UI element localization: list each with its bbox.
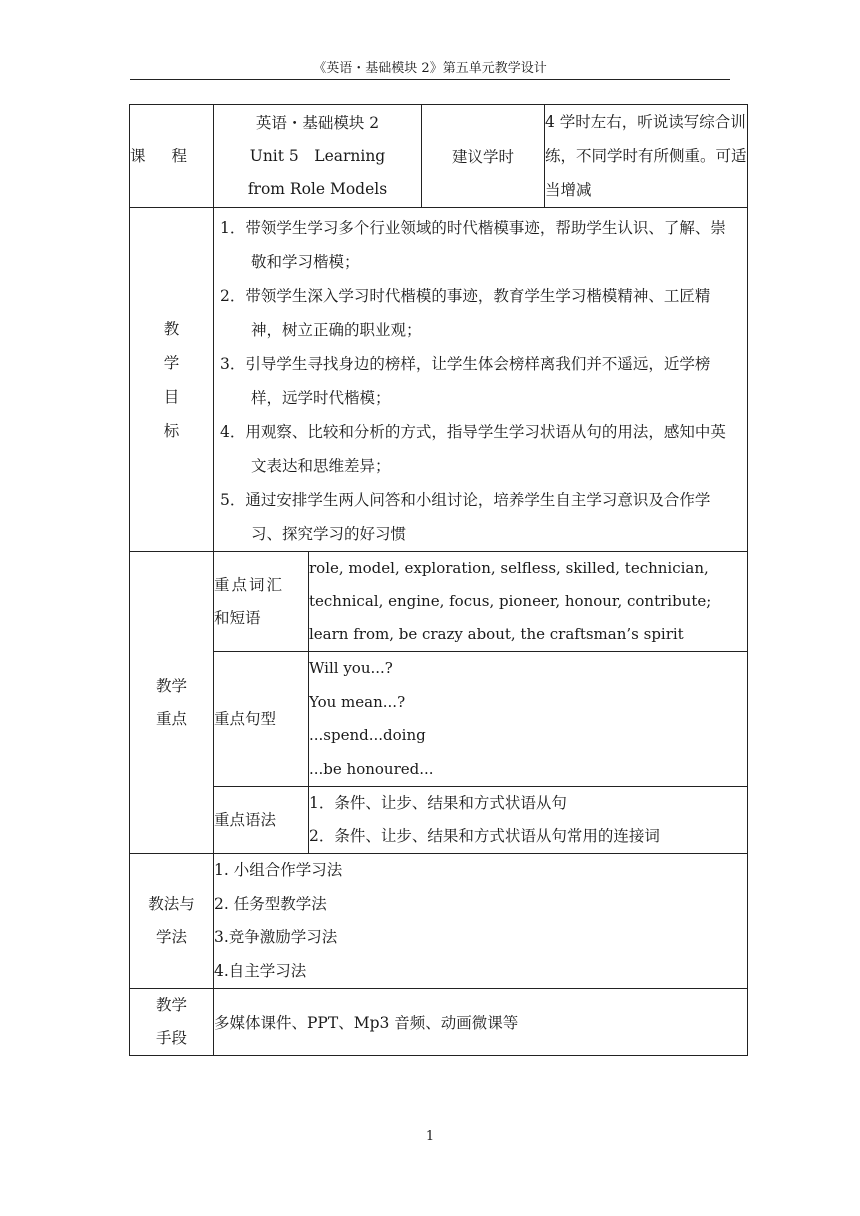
goals-row	[130, 208, 748, 552]
page-number: 1	[425, 1129, 435, 1144]
suggested-hours-label: 建议学时	[422, 105, 545, 208]
methods-label-line: 学法	[155, 928, 187, 946]
course-name-line: 英语・基础模块 2	[255, 113, 380, 132]
goal-item: 3．引导学生寻找身边的榜样，让学生体会榜样离我们并不遥远，近学榜样，远学时代楷模；	[220, 355, 711, 407]
methods-label	[130, 854, 214, 989]
pattern-item: You mean...?	[309, 692, 406, 711]
means-row	[130, 989, 748, 1056]
method-item: 1. 小组合作学习法	[214, 861, 343, 879]
key-points-label-line: 教学	[155, 676, 187, 695]
methods-list	[214, 854, 748, 989]
vocab-text: role, model, exploration, selfless, skilled, technician, technical, engine, focus, pioneer, honour, contribute; learn from, be crazy about, the craftsman’s spirit	[309, 552, 748, 652]
course-name	[214, 105, 422, 208]
vocab-row	[130, 552, 748, 652]
lesson-plan-table	[129, 104, 748, 1056]
method-item: 4.自主学习法	[214, 961, 307, 980]
goals-label-char: 目	[163, 387, 180, 406]
grammar-row	[130, 787, 748, 854]
goal-item: 4．用观察、比较和分析的方式，指导学生学习状语从句的用法，感知中英文表达和思维差异；	[220, 423, 726, 475]
pattern-item: ...spend...doing	[309, 726, 426, 744]
patterns-list	[309, 652, 748, 787]
vocab-label	[214, 552, 309, 652]
course-name-line: from Role Models	[247, 179, 388, 198]
grammar-item: 2．条件、让步、结果和方式状语从句常用的连接词	[309, 827, 660, 845]
course-name-line: Unit 5 Learning	[249, 146, 386, 165]
grammar-label: 重点语法	[214, 787, 309, 854]
means-text: 多媒体课件、PPT、Mp3 音频、动画微课等	[214, 989, 748, 1056]
pattern-item: Will you...?	[309, 659, 393, 677]
goal-item: 1．带领学生学习多个行业领域的时代楷模事迹，帮助学生认识、了解、崇敬和学习楷模；	[220, 219, 726, 271]
goal-item: 5．通过安排学生两人问答和小组讨论，培养学生自主学习意识及合作学习、探究学习的好习惯	[220, 491, 711, 543]
key-points-label	[130, 552, 214, 854]
methods-label-line: 教法与	[148, 895, 195, 913]
patterns-label: 重点句型	[214, 652, 309, 787]
vocab-label-line: 和短语	[214, 608, 261, 627]
means-label-line: 手段	[155, 1029, 187, 1047]
means-label	[130, 989, 214, 1056]
goals-label	[130, 208, 214, 552]
grammar-item: 1．条件、让步、结果和方式状语从句	[309, 794, 567, 812]
goal-item: 2．带领学生深入学习时代楷模的事迹，教育学生学习楷模精神、工匠精神，树立正确的职业观；	[220, 287, 711, 339]
pattern-item: ...be honoured...	[309, 759, 434, 778]
goals-label-char: 标	[163, 421, 180, 440]
means-label-line: 教学	[155, 996, 187, 1014]
goals-label-char: 学	[163, 353, 180, 372]
course-label: 课程	[130, 105, 214, 208]
header-divider	[130, 79, 730, 80]
goals-list-cell	[214, 208, 748, 552]
page-header: 《英语・基础模块 2》第五单元教学设计	[313, 61, 547, 76]
method-item: 2. 任务型教学法	[214, 894, 327, 913]
patterns-row	[130, 652, 748, 787]
grammar-list	[309, 787, 748, 854]
course-row	[130, 105, 748, 208]
methods-row	[130, 854, 748, 989]
suggested-hours-value: 4 学时左右，听说读写综合训练，不同学时有所侧重。可适当增减	[545, 105, 748, 208]
goals-list	[214, 208, 747, 551]
vocab-label-line: 重点词汇	[214, 575, 285, 594]
key-points-label-line: 重点	[155, 709, 187, 728]
method-item: 3.竞争激励学习法	[214, 928, 338, 946]
goals-label-char: 教	[163, 319, 180, 338]
